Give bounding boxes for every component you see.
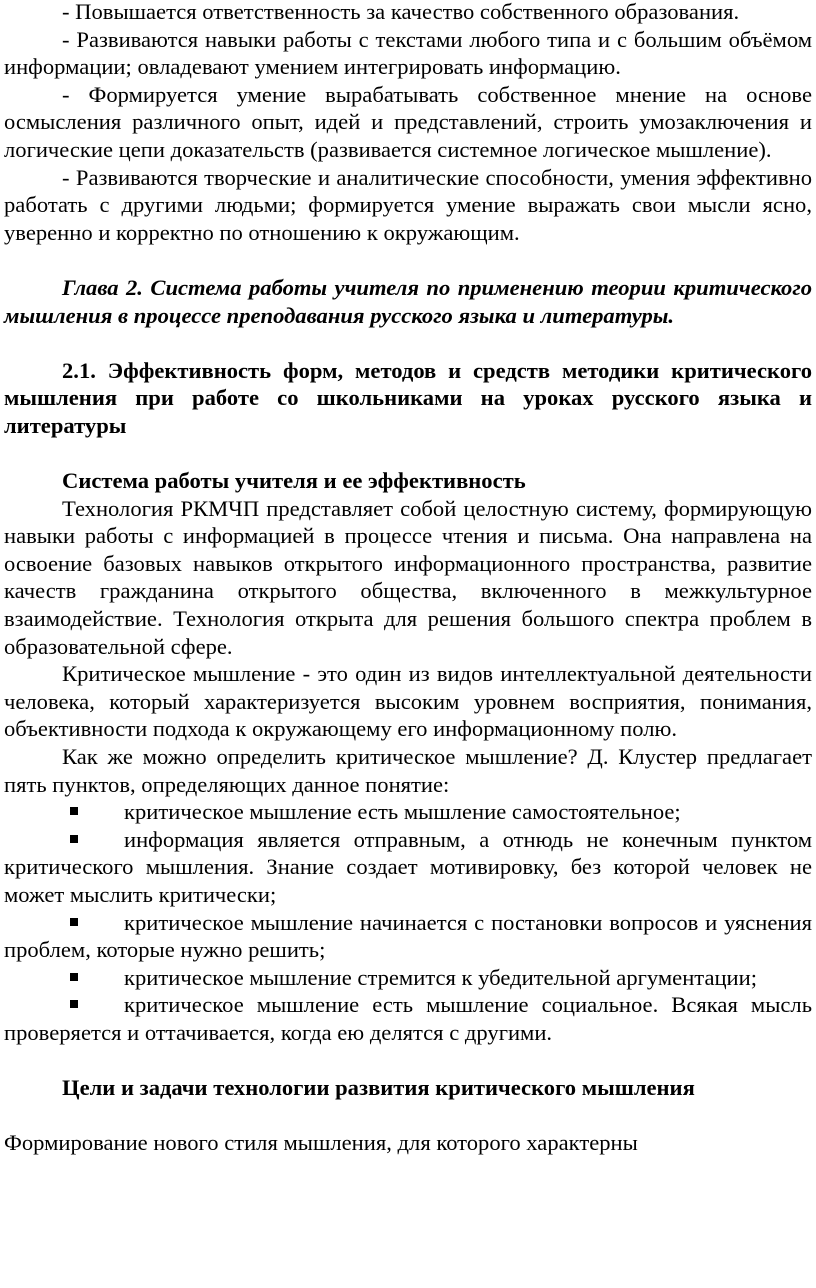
list-item-text: критическое мышление начинается с постановки вопросов и уяснения проблем, которые нужно решить; bbox=[4, 909, 812, 963]
square-bullet-icon bbox=[70, 807, 78, 815]
chapter-title: Глава 2. Система работы учителя по применению теории критического мышления в процессе преподавания русского языка и литературы. bbox=[4, 274, 812, 328]
list-item bbox=[4, 798, 812, 826]
paragraph-critical-thinking-definition: Критическое мышление - это один из видов интеллектуальной деятельности человека, который характеризуется высоким уровнем восприятия, понимания, объективности подхода к окружающему его информационному полю. bbox=[4, 661, 812, 742]
paragraph-responsibility: - Повышается ответственность за качество собственного образования. bbox=[62, 0, 740, 24]
paragraph-rkmchp: Технология РКМЧП представляет собой целостную систему, формирующую навыки работы с информацией в процессе чтения и письма. Она направлена на освоение базовых навыков открытого информационного пространства, развитие качеств гражданина открытого общества, включенного в межкультурное взаимодействие. Технология открыта для решения большого спектра проблем в образовательной сфере. bbox=[4, 495, 812, 659]
square-bullet-icon bbox=[70, 1000, 78, 1008]
spacer bbox=[4, 1102, 812, 1130]
paragraph-text-skills: - Развиваются навыки работы с текстами любого типа и с большим объёмом информации; овладевают умением интегрировать информацию. bbox=[4, 26, 812, 80]
spacer bbox=[4, 329, 812, 357]
spacer bbox=[4, 440, 812, 468]
spacer bbox=[4, 1047, 812, 1075]
paragraph-creative-abilities: - Развиваются творческие и аналитические способности, умения эффективно работать с другими людьми; формируется умение выражать свои мысли ясно, уверенно и корректно по отношению к окружающим. bbox=[4, 164, 812, 245]
paragraph-new-thinking-style: Формирование нового стиля мышления, для которого характерны bbox=[4, 1130, 638, 1156]
square-bullet-icon bbox=[70, 918, 78, 926]
list-item bbox=[4, 909, 812, 964]
goals-title: Цели и задачи технологии развития критического мышления bbox=[62, 1075, 695, 1101]
list-item-text: критическое мышление стремится к убедительной аргументации; bbox=[124, 964, 758, 990]
list-item bbox=[4, 826, 812, 909]
list-item-text: критическое мышление есть мышление самостоятельное; bbox=[124, 799, 681, 825]
section-title: 2.1. Эффективность форм, методов и средств методики критического мышления при работе со школьниками на уроках русского языка и литературы bbox=[4, 357, 812, 438]
list-item-text: критическое мышление есть мышление социальное. Всякая мысль проверяется и оттачивается, когда ею делятся с другими. bbox=[4, 992, 812, 1045]
paragraph-kluster: Как же можно определить критическое мышление? Д. Клустер предлагает пять пунктов, определяющих данное понятие: bbox=[4, 744, 812, 797]
spacer bbox=[4, 246, 812, 274]
list-item bbox=[4, 991, 812, 1046]
paragraph-own-opinion: - Формируется умение вырабатывать собственное мнение на основе осмысления различного опыт, идей и представлений, строить умозаключения и логические цепи доказательств (развивается системное логическое мышление). bbox=[4, 81, 812, 162]
document-page bbox=[4, 0, 812, 1157]
bullet-list bbox=[4, 798, 812, 1046]
square-bullet-icon bbox=[70, 835, 78, 843]
list-item bbox=[4, 964, 812, 992]
square-bullet-icon bbox=[70, 973, 78, 981]
list-item-text: информация является отправным, а отнюдь не конечным пунктом критического мышления. Знание создает мотивировку, без которой человек не может мыслить критически; bbox=[4, 826, 812, 907]
subsection-title: Система работы учителя и ее эффективность bbox=[62, 468, 526, 494]
